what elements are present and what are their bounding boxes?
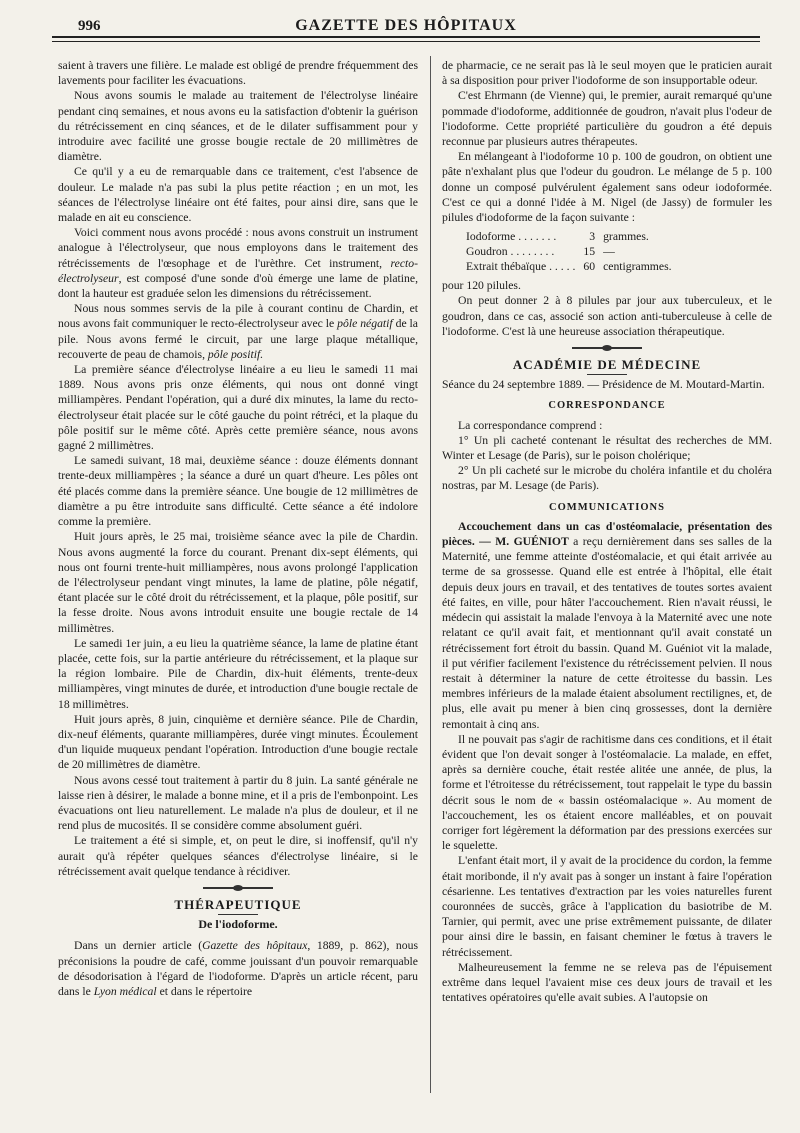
text-run: Dans un dernier article ( xyxy=(74,939,203,953)
paragraph: Nous avons soumis le malade au traitement de l'électrolyse linéaire pendant cinq semaines, et nous avons eu la satisfaction d'obtenir la guérison du rétrécissement en cinq séances, et de le dilater suffisamment pour y introduire avec facilité une grosse bougie rectale de 20 millimètres de diamètre. xyxy=(58,89,418,164)
right-column xyxy=(442,58,772,1005)
instrument-term: recto-électrolyseur xyxy=(58,256,418,285)
recipe-amount: 60 xyxy=(583,260,596,274)
communication-author: — M. GUÉNIOT xyxy=(479,535,569,549)
paragraph: Huit jours après, 8 juin, cinquième et dernière séance. Pile de Chardin, dix-neuf éléments, quarante milliampères, durée vingt minutes. Écoulement d'un liquide muqueux pendant l'opération. Introduction d'une bougie rectale de 20 millimètres de diamètre. xyxy=(58,712,418,772)
paragraph: Nous avons cessé tout traitement à partir du 8 juin. La santé générale ne laisse rien à désirer, le malade a bonne mine, et il a pris de l'embonpoint. Les évacuations ont lieu naturellement. Le malade n'a plus de douleur, et il ne rend plus de mucosités. Il se considère comme absolument guéri. xyxy=(58,773,418,833)
section-ornament xyxy=(572,347,642,349)
citation: Gazette des hôpitaux xyxy=(202,939,308,953)
recipe-row xyxy=(462,229,676,244)
paragraph: de pharmacie, ce ne serait pas là le seul moyen que le praticien aurait à sa disposition pour priver l'iodoforme de son insupportable odeur. xyxy=(442,59,772,88)
text-run: et dans le répertoire xyxy=(156,984,253,998)
subsection-communications: COMMUNICATIONS xyxy=(549,501,665,513)
paragraph xyxy=(58,938,418,999)
text-run: Voici comment nous avons procédé : nous avons construit un instrument analogue à l'électrolyseur, que nous employons dans le traitement des rétrécissements de l'œsophage et de l'urèthre. Cet instrument, xyxy=(58,226,418,270)
journal-name: Lyon médical xyxy=(93,984,157,998)
header-rule xyxy=(52,36,760,42)
recipe-item: Iodoforme . . . . . . . xyxy=(466,230,557,244)
paragraph: En mélangeant à l'iodoforme 10 p. 100 de goudron, on obtient une pâte n'exhalant plus que l'odeur du goudron. Le mélange de 5 p. 100 donne un composé pulvérulent également sans odeur iodoformée. C'est ce qui a donné l'idée à M. Nigel (de Jassy) de formuler les pilules d'iodoforme de la façon suivante : xyxy=(442,150,772,225)
paragraph: La première séance d'électrolyse linéaire a eu lieu le samedi 11 mai 1889. Nous avons pris onze éléments, qui nous ont donné vingt milliampères. Pendant l'opération, qui a duré dix minutes, la lame du recto-électrolyseur était placée sur le côté gauche du point rétréci, et la plaque du pôle positif sur le même côté. Après cette première séance, nous avons gagné 2 millimètres. xyxy=(58,363,418,453)
section-rule xyxy=(587,374,627,375)
recipe-unit: grammes. xyxy=(603,230,649,244)
recipe-table xyxy=(462,229,676,274)
recipe-row xyxy=(462,244,676,259)
paragraph xyxy=(58,301,418,362)
text-run: de la pile. Nous avons fermé le circuit, par une large plaque métallique, recouverte de peau de chamois, xyxy=(58,317,418,361)
text-run: Nous nous sommes servis de la pile à courant continu de Chardin, et nous avons fait communiquer le recto-électrolyseur avec le xyxy=(58,302,418,331)
section-title-academie: ACADÉMIE DE MÉDECINE xyxy=(512,357,702,373)
paragraph: La correspondance comprend : xyxy=(458,418,603,432)
paragraph: C'est Ehrmann (de Vienne) qui, le premier, aurait remarqué qu'une pommade d'iodoforme, additionnée de goudron, n'avait plus l'odeur de l'iodoforme. Cette propriété particulière du goudron a été depuis reconnue par plusieurs autres thérapeutes. xyxy=(442,89,772,149)
paragraph: Malheureusement la femme ne se releva pas de l'épuisement extrême dans lequel l'avaient mise ces deux jours de travail et les tentatives opératoires qu'elle avait subies. A l'autopsie on xyxy=(442,960,772,1005)
paragraph: Le samedi 1er juin, a eu lieu la quatrième séance, la lame de platine étant placée, cette fois, sur la partie antérieure du rétrécissement, et la plaque sur la région lombaire. Pile de Chardin, dix-huit éléments, trente-deux milliampères, vingt minutes de durée, et introduction d'une bougie rectale de 18 millimètres. xyxy=(58,636,418,711)
paragraph: On peut donner 2 à 8 pilules par jour aux tuberculeux, et le goudron, dans ce cas, associé son action anti-tuberculeuse à celle de l'iodoforme. C'est là une heureuse association thérapeutique. xyxy=(442,294,772,338)
paragraph: Ce qu'il y a eu de remarquable dans ce traitement, c'est l'absence de douleur. Le malade n'a pas subi la plus petite réaction ; en un mot, les séances de l'électrolyse linéaire ont été faites, pour ainsi dire, sans que le malade en ait eu conscience. xyxy=(58,165,418,225)
communication-title: Accouchement dans un cas d'ostéomalacie, présentation des pièces. xyxy=(442,519,772,549)
text-run: a reçu dernièrement dans ses salles de la Maternité, une femme atteinte d'ostéomalacie, et qui était arrivée au terme de sa grossesse. Quand elle est entrée à l'hôpital, elle était depuis deux jours en travail, et des tentatives de toutes sortes avaient été faites, en ville, pour hâter l'accouchement. Rien n'avait réussi, le médecin qui assistait la malade l'envoya à la Maternité avec une note relatant ce qu'il avait fait, et mentionnant qu'il avait constaté un rétrécissement fort étroit du bassin. Quand M. Guéniot vit la malade, il put vérifier facilement l'existence du rétrécissement pelvien. Il nous restait à déterminer la nature de cette étroitesse du bassin. Les membres inférieurs de la malade étaient absolument rectilignes, et, de plus, elle avait pu mener à bien cinq grossesses, dont la dernière remontait à cinq ans. xyxy=(442,535,772,731)
section-ornament xyxy=(203,887,273,889)
paragraph: Le samedi suivant, 18 mai, deuxième séance : douze éléments donnant trente-deux milliampères ; la séance a duré un quart d'heure. Les pôles ont été placés comme dans la première séance. Une bougie de 12 millimètres de diamètre a pu être introduite sans difficulté. Cette séance a été indolore comme la première. xyxy=(58,454,418,529)
paragraph: Il ne pouvait pas s'agir de rachitisme dans ces conditions, et il était évident que l'on devait songer à l'ostéomalacie. La malade, en effet, après sa dernière couche, était restée alitée une année, de plus, la forme et l'étroitesse du rétrécissement, tout rappelait le type du bassin décrit sous le nom de « bassin ostéomalacique ». Au moment de l'accouchement, les os étaient encore malléables, et on pouvait corriger fort légèrement la déformation par des pressions exercées sur le squelette. xyxy=(442,732,772,853)
recipe-unit: — xyxy=(603,245,615,259)
subsection-correspondance: CORRESPONDANCE xyxy=(548,400,666,412)
paragraph: Le traitement a été si simple, et, on peut le dire, si inoffensif, qu'il n'y aurait qu'à répéter quelques séances d'électrolyse linéaire, si le rétrécissement avait quelque tendance à récidiver. xyxy=(58,834,418,878)
subsection-title: De l'iodoforme. xyxy=(198,917,278,932)
left-column xyxy=(58,58,418,999)
recipe-row xyxy=(462,259,676,274)
page-number: 996 xyxy=(78,18,101,34)
emphasis: pôle négatif xyxy=(337,317,393,331)
paragraph xyxy=(58,225,418,301)
recipe-item: Extrait thébaïque . . . . . xyxy=(466,260,576,274)
paragraph: saient à travers une filière. Le malade est obligé de prendre fréquemment des lavements pour faciliter les évacuations. xyxy=(58,59,418,88)
section-rule xyxy=(218,914,258,915)
paragraph: pour 120 pilules. xyxy=(442,279,521,293)
recipe-unit: centigrammes. xyxy=(603,260,672,274)
paragraph: L'enfant était mort, il y avait de la procidence du cordon, la femme était moribonde, il n'y avait pas à songer un instant à faire l'opération césarienne. Les tentatives d'extraction par les voies naturelles furent couronnées de succès, grâce à l'application du basiotribe de M. Tarnier, qui permit, avec une prise extrêmement puissante, de dilater pour ainsi dire le bassin, en faisant cheminer le fœtus à travers le rétrécissement. xyxy=(442,854,772,959)
recipe-amount: 15 xyxy=(583,245,596,259)
paragraph xyxy=(442,519,772,732)
section-title-therapeutique: THÉRAPEUTIQUE xyxy=(174,896,302,912)
paragraph: 1° Un pli cacheté contenant le résultat des recherches de MM. Winter et Lesage (de Paris), sur le poison cholérique; xyxy=(442,433,772,463)
column-divider xyxy=(430,56,431,1093)
paragraph: 2° Un pli cacheté sur le microbe du choléra infantile et du choléra nostras, par M. Lesage (de Paris). xyxy=(442,464,772,493)
text-run: , 1889, p. 862), nous préconisions la poudre de café, comme jouissant d'un pouvoir remarquable de désodorisation à l'égard de l'iodoforme. D'après un article récent, paru dans le xyxy=(58,939,418,998)
paragraph: Huit jours après, le 25 mai, troisième séance avec la pile de Chardin. Nous avons augmenté la force du courant. Prenant dix-sept éléments, qui nous ont fourni trente-huit milliampères, nous avons prolongé l'application de l'électrolyseur pendant vingt minutes, la lame de platine, pôle négatif, étant placée sur le côté droit du rétrécissement, et la plaque, pôle positif, sur la fesse droite. Nous avons introduit ensuite une bougie rectale de 14 millimètres. xyxy=(58,530,418,635)
text-run: , est composé d'une sonde d'où émerge une lame de platine, dont la hauteur est graduée selon les dimensions du rétrécissement. xyxy=(58,271,418,301)
running-title: GAZETTE DES HÔPITAUX xyxy=(295,17,517,34)
session-line: Séance du 24 septembre 1889. — Présidence de M. Moutard-Martin. xyxy=(442,378,765,392)
recipe-item: Goudron . . . . . . . . xyxy=(466,245,555,259)
emphasis: pôle positif. xyxy=(207,347,264,361)
recipe-amount: 3 xyxy=(589,230,596,244)
